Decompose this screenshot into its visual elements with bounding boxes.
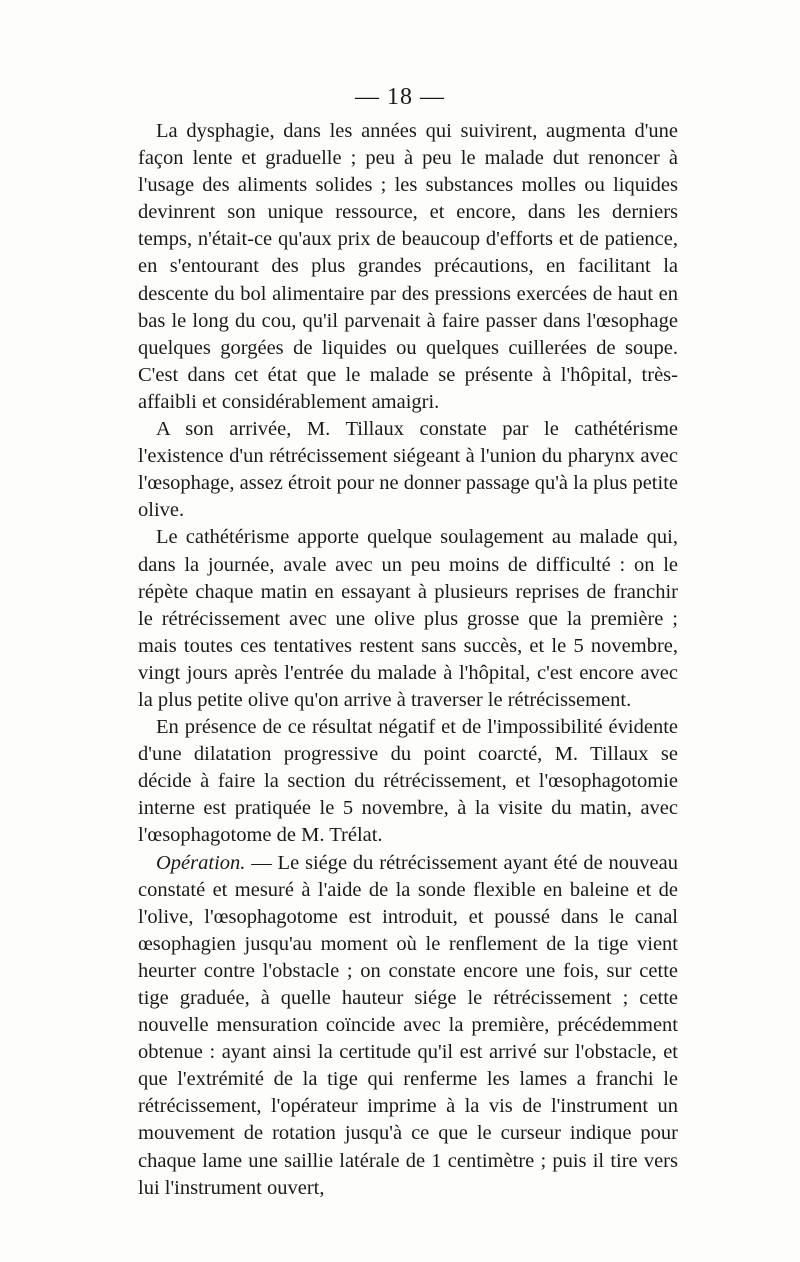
paragraph-presence: En présence de ce résultat négatif et de l'impossibilité évidente d'une dilatation progressive du point coarcté, M. Tillaux se décide à faire la section du rétrécissement, et l'œsophagotomie interne est pratiquée le 5 novembre, à la visite du matin, avec l'œsophagotome de M. Trélat. xyxy=(138,716,678,847)
paragraph-operation xyxy=(138,850,678,1202)
operation-text: — Le siége du rétrécissement ayant été de nouveau constaté et mesuré à l'aide de la sonde flexible en baleine et de l'olive, l'œsophagotome est introduit, et poussé dans le canal œsophagien jusqu'au moment où le renflement de la tige vient heurter contre l'obstacle ; on constate encore une fois, sur cette tige graduée, à quelle hauteur siége le rétrécissement ; cette nouvelle mensuration coïncide avec la première, précédemment obtenue : ayant ainsi la certitude qu'il est arrivé sur l'obstacle, et que l'extrémité de la tige qui renferme les lames a franchi le rétrécissement, l'opérateur imprime à la vis de l'instrument un mouvement de rotation jusqu'à ce que le curseur indique pour chaque lame une saillie latérale de 1 centimètre ; puis il tire vers lui l'instrument ouvert, xyxy=(138,851,678,1199)
page-number: — 18 — xyxy=(355,84,445,110)
paragraph-dysphagie: La dysphagie, dans les années qui suivirent, augmenta d'une façon lente et graduelle ; peu à peu le malade dut renoncer à l'usage des aliments solides ; les substances molles ou liquides devinrent son unique ressource, et encore, dans les derniers temps, n'était-ce qu'aux prix de beaucoup d'efforts et de patience, en s'entourant des plus grandes précautions, en facilitant la descente du bol alimentaire par des pressions exercées de haut en bas le long du cou, qu'il parvenait à faire passer dans l'œsophage quelques gorgées de liquides ou quelques cuillerées de soupe. C'est dans cet état que le malade se présente à l'hôpital, très-affaibli et considérablement amaigri. xyxy=(138,120,678,413)
paragraph-catheterisme: Le cathétérisme apporte quelque soulagement au malade qui, dans la journée, avale avec un peu moins de difficulté : on le répète chaque matin en essayant à plusieurs reprises de franchir le rétrécissement avec une olive plus grosse que la première ; mais toutes ces tentatives restent sans succès, et le 5 novembre, vingt jours après l'entrée du malade à l'hôpital, c'est encore avec la plus petite olive qu'on arrive à traverser le rétrécissement. xyxy=(138,526,678,711)
body-text xyxy=(138,118,678,1202)
operation-label: Opération. xyxy=(156,851,246,874)
paragraph-arrivee: A son arrivée, M. Tillaux constate par le cathétérisme l'existence d'un rétrécissement siégeant à l'union du pharynx avec l'œsophage, assez étroit pour ne donner passage qu'à la plus petite olive. xyxy=(138,418,678,522)
